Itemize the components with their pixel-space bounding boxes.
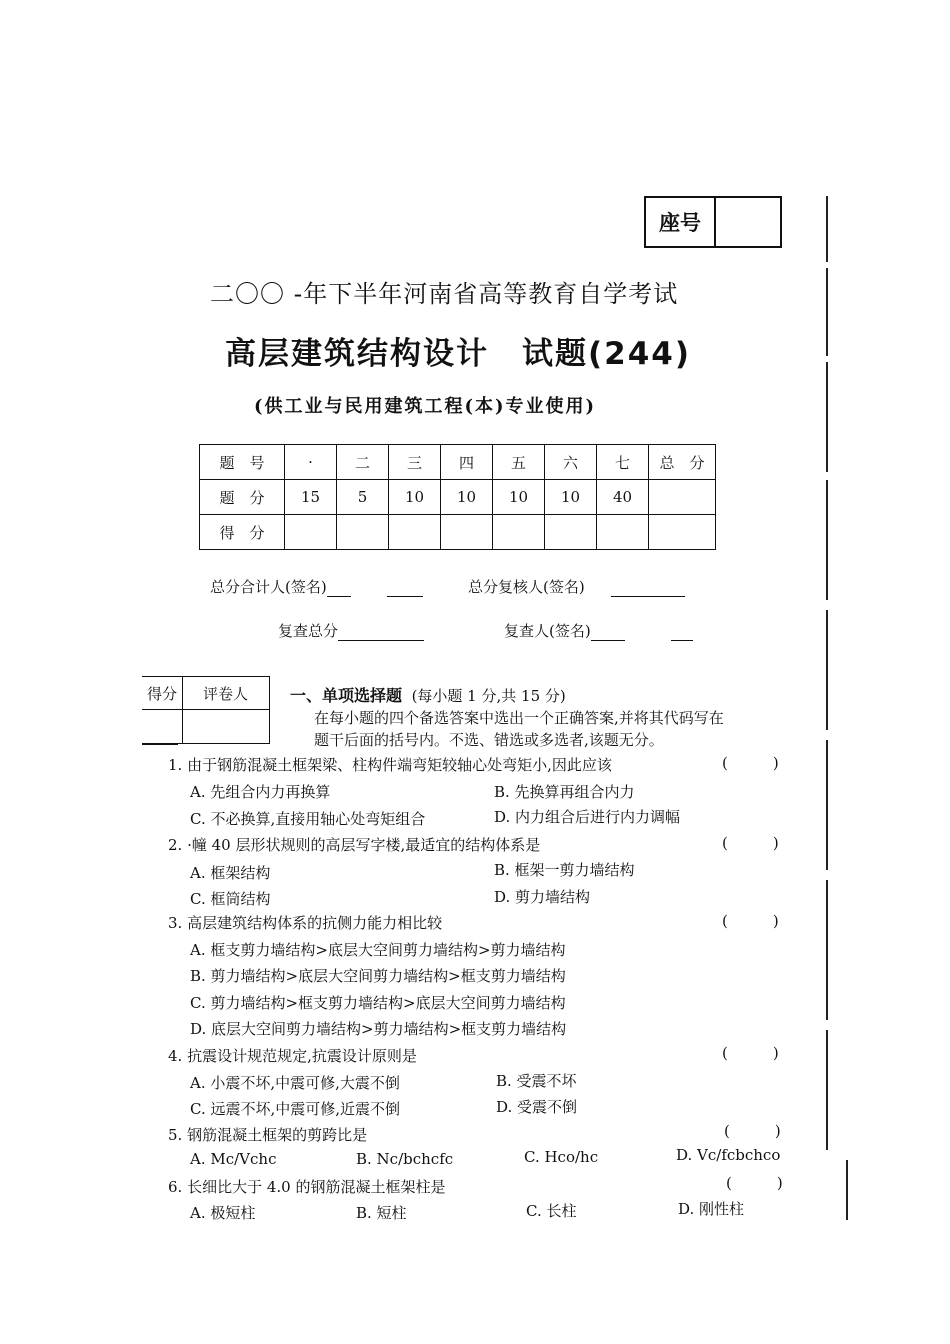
- score-label: 得分: [146, 685, 177, 703]
- total-scorer-line: [210, 576, 423, 597]
- page-title: 高层建筑结构设计 试题(244): [225, 336, 692, 372]
- recheck-total-line: [278, 620, 424, 641]
- row-label: 得 分: [200, 515, 285, 550]
- score-cell: [389, 515, 441, 550]
- option: B. Nc/bchcfc: [356, 1150, 454, 1168]
- section-title: 一、单项选择题: [290, 686, 403, 705]
- score-cell: [337, 515, 389, 550]
- grader-label: 评卷人: [202, 685, 248, 703]
- option: C. 框筒结构: [190, 890, 271, 908]
- binding-line: [826, 1030, 828, 1150]
- binding-line: [846, 1160, 848, 1220]
- answer-paren: ( ): [726, 1174, 783, 1192]
- exam-header: 二〇〇 -年下半年河南省高等教育自学考试: [210, 280, 679, 308]
- points-cell: 10: [545, 480, 597, 515]
- score-cell: [285, 515, 337, 550]
- option: C. Hco/hc: [524, 1148, 599, 1166]
- option: B. 短柱: [356, 1204, 407, 1222]
- section-instructions: 在每小题的四个备选答案中选出一个正确答案,并将其代码写在: [314, 709, 724, 727]
- col-header: 总 分: [649, 445, 716, 480]
- col-header: 七: [597, 445, 649, 480]
- option: C. 不必换算,直接用轴心处弯矩组合: [190, 810, 426, 828]
- option: C. 剪力墙结构>框支剪力墙结构>底层大空间剪力墙结构: [190, 994, 566, 1012]
- binding-line: [826, 268, 828, 356]
- row-label: 题 号: [200, 445, 285, 480]
- col-header: ·: [285, 445, 337, 480]
- option: A. 框支剪力墙结构>底层大空间剪力墙结构>剪力墙结构: [190, 941, 566, 959]
- option: D. 内力组合后进行内力调幅: [494, 808, 681, 826]
- points-cell: 10: [441, 480, 493, 515]
- option: C. 长柱: [526, 1202, 577, 1220]
- score-cell: [441, 515, 493, 550]
- option: D. 受震不倒: [496, 1098, 578, 1116]
- table-row: [200, 480, 716, 515]
- binding-line: [826, 880, 828, 1020]
- points-cell: 10: [493, 480, 545, 515]
- score-cell: [597, 515, 649, 550]
- answer-paren: ( ): [722, 1044, 779, 1062]
- total-scorer-label: 总分合计人(签名): [210, 578, 327, 596]
- score-cell: [649, 515, 716, 550]
- row-label: 题 分: [200, 480, 285, 515]
- question-stem: 6. 长细比大于 4.0 的钢筋混凝土框架柱是: [168, 1178, 446, 1196]
- option: A. Mc/Vchc: [190, 1150, 277, 1168]
- question-stem: 4. 抗震设计规范规定,抗震设计原则是: [168, 1047, 417, 1065]
- recheck-total-label: 复查总分: [278, 622, 339, 640]
- col-header: 四: [441, 445, 493, 480]
- binding-line: [826, 196, 828, 262]
- table-row: [200, 515, 716, 550]
- score-table: [199, 444, 716, 550]
- option: D. Vc/fcbchco: [676, 1146, 781, 1164]
- question-stem: 1. 由于钢筋混凝土框架梁、柱构件端弯矩较轴心处弯矩小,因此应该: [168, 756, 612, 774]
- grader-underline: [142, 744, 178, 745]
- col-header: 二: [337, 445, 389, 480]
- option: D. 底层大空间剪力墙结构>剪力墙结构>框支剪力墙结构: [190, 1020, 567, 1038]
- points-cell: 40: [597, 480, 649, 515]
- option: A. 小震不坏,中震可修,大震不倒: [190, 1074, 400, 1092]
- total-checker-line: [468, 576, 685, 597]
- binding-line: [826, 362, 828, 472]
- option: B. 先换算再组合内力: [494, 783, 635, 801]
- rechecker-label: 复查人(签名): [504, 622, 591, 640]
- score-cell: [545, 515, 597, 550]
- question-stem: 2. ·幢 40 层形状规则的高层写字楼,最适宜的结构体系是: [168, 836, 541, 854]
- page-subtitle: (供工业与民用建筑工程(本)专业使用): [254, 396, 597, 417]
- option: C. 远震不坏,中震可修,近震不倒: [190, 1100, 401, 1118]
- col-header: 三: [389, 445, 441, 480]
- question-stem: 5. 钢筋混凝土框架的剪跨比是: [168, 1126, 368, 1144]
- section-points: (每小题 1 分,共 15 分): [411, 687, 566, 705]
- section-instructions: 题干后面的括号内。不选、错选或多选者,该题无分。: [314, 731, 664, 749]
- col-header: 六: [545, 445, 597, 480]
- binding-line: [826, 740, 828, 870]
- option: B. 剪力墙结构>底层大空间剪力墙结构>框支剪力墙结构: [190, 967, 566, 985]
- seat-number-box: [644, 196, 782, 248]
- points-cell: 15: [285, 480, 337, 515]
- option: A. 极短柱: [190, 1204, 256, 1222]
- table-row: [200, 445, 716, 480]
- seat-label: 座号: [646, 198, 716, 246]
- answer-paren: ( ): [722, 754, 779, 772]
- grader-box: [142, 676, 270, 744]
- binding-line: [826, 480, 828, 600]
- col-header: 五: [493, 445, 545, 480]
- option: B. 受震不坏: [496, 1072, 577, 1090]
- rechecker-line: [504, 620, 693, 641]
- points-cell: 5: [337, 480, 389, 515]
- answer-paren: ( ): [722, 912, 779, 930]
- option: D. 刚性柱: [678, 1200, 745, 1218]
- score-cell: [493, 515, 545, 550]
- question-stem: 3. 高层建筑结构体系的抗侧力能力相比较: [168, 914, 443, 932]
- section-heading: [290, 683, 566, 706]
- answer-paren: ( ): [724, 1122, 781, 1140]
- binding-line: [826, 610, 828, 730]
- answer-paren: ( ): [722, 834, 779, 852]
- points-cell: 10: [389, 480, 441, 515]
- option: A. 框架结构: [190, 864, 271, 882]
- option: D. 剪力墙结构: [494, 888, 591, 906]
- option: B. 框架一剪力墙结构: [494, 861, 635, 879]
- total-checker-label: 总分复核人(签名): [468, 578, 585, 596]
- points-cell: [649, 480, 716, 515]
- option: A. 先组合内力再换算: [190, 783, 331, 801]
